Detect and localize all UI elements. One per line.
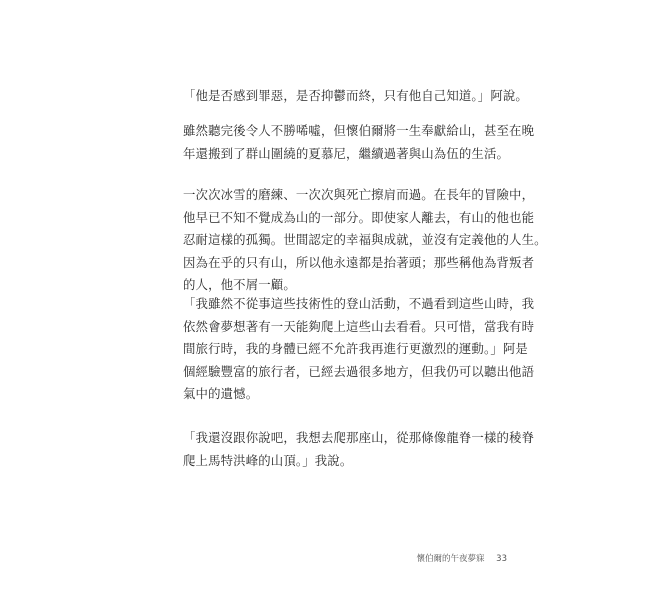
- paragraph-line: 個經驗豐富的旅行者，已經去過很多地方，但我仍可以聽出他語: [183, 363, 535, 379]
- paragraph-line: 「我還沒跟你說吧，我想去爬那座山，從那條像龍脊一樣的稜脊: [183, 430, 535, 445]
- page-number: 33: [496, 554, 507, 564]
- paragraph-line: 雖然聽完後令人不勝唏噓，但懷伯爾將一生奉獻給山，甚至在晚: [183, 123, 535, 138]
- paragraph-5: [183, 427, 535, 472]
- paragraph-line: 「我雖然不從事這些技術性的登山活動，不過看到這些山時，我: [183, 296, 535, 311]
- paragraph-line: 忍耐這樣的孤獨。世間認定的幸福與成就，並沒有定義他的人生。: [183, 232, 547, 247]
- paragraph-line: 因為在乎的只有山，所以他永遠都是抬著頭；那些稱他為背叛者: [183, 254, 535, 270]
- paragraph-line: 的人，他不屑一顧。: [183, 277, 296, 292]
- paragraph-3: [183, 184, 547, 297]
- paragraph-line: 年還搬到了群山圍繞的夏慕尼，繼續過著與山為伍的生活。: [183, 145, 510, 161]
- paragraph-2: [183, 120, 535, 165]
- paragraph-line: 一次次冰雪的磨練、一次次與死亡擦肩而過。在長年的冒險中，: [183, 187, 535, 202]
- running-title: 懷伯爾的午夜夢寐: [416, 554, 485, 564]
- paragraph-line: 爬上馬特洪峰的山頂。」我說。: [183, 452, 353, 468]
- paragraph-line: 他早已不知不覺成為山的一部分。即使家人離去，有山的他也能: [183, 209, 535, 225]
- paragraph-line: 依然會夢想著有一天能夠爬上這些山去看看。只可惜，當我有時: [183, 318, 535, 334]
- page-footer: [416, 552, 507, 564]
- paragraph-line: 間旅行時，我的身體已經不允許我再進行更激烈的運動。」阿是: [183, 341, 528, 356]
- paragraph-1: [183, 85, 528, 108]
- paragraph-4: [183, 293, 535, 406]
- paragraph-line: 「他是否感到罪惡，是否抑鬱而終，只有他自己知道。」阿說。: [183, 88, 528, 103]
- paragraph-line: 氣中的遺憾。: [183, 386, 259, 401]
